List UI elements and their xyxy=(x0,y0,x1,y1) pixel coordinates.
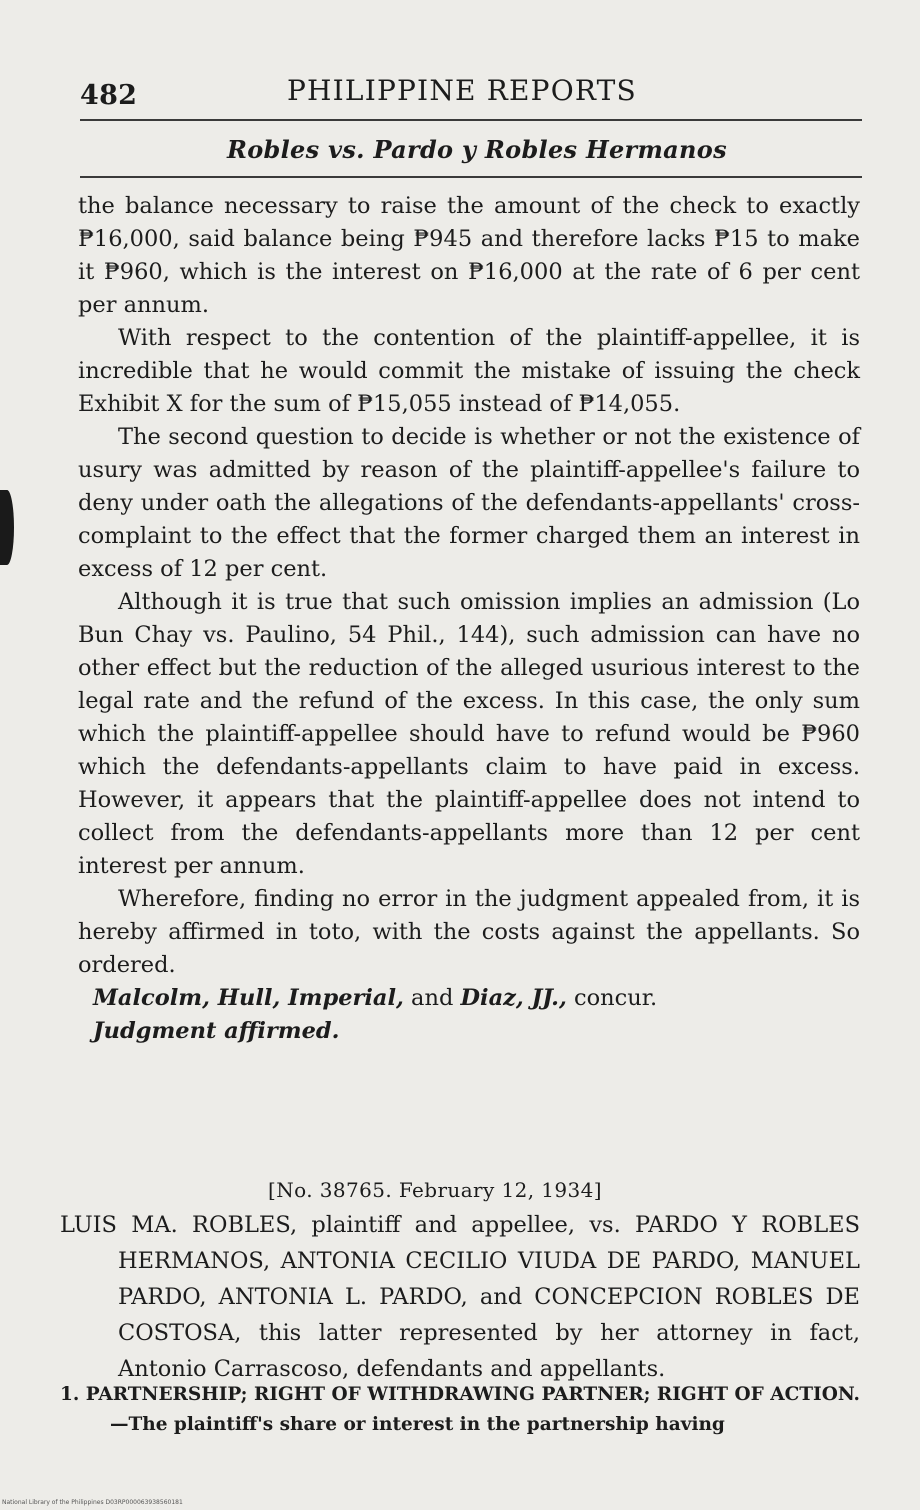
concurring-justices: Malcolm, Hull, Imperial, xyxy=(93,985,404,1011)
paragraph-contention: With respect to the contention of the plaintiff-appellee, it is incredible that he would commit the mistake of issuing the check Exhibit X for the sum of ₱15,055 instead of ₱14,055. xyxy=(78,325,860,417)
concurrence-line xyxy=(78,982,860,1015)
concurring-justice-last: Diaz, JJ., xyxy=(460,985,567,1011)
journal-title: PHILIPPINE REPORTS xyxy=(287,74,637,107)
header-rule-top xyxy=(80,119,862,121)
concurrence-word: concur. xyxy=(566,985,658,1011)
decision-text xyxy=(78,190,860,1048)
paragraph-admission: Although it is true that such omission implies an admission (Lo Bun Chay vs. Paulino, 54 Phil., 144), such admission can have no other effect but the reduction of the alleged usurious interest to the legal rate and the refund of the excess. In this case, the only sum which the plaintiff-appellee should have to refund would be ₱960 which the defendants-appellants claim to have paid in excess. However, it appears that the plaintiff-appellee does not intend to collect from the defendants-appellants more than 12 per cent interest per annum. xyxy=(78,589,860,879)
scan-source-note: National Library of the Philippines D03RP000063938560181 xyxy=(2,1499,183,1506)
docket-number: [No. 38765. February 12, 1934] xyxy=(268,1178,602,1202)
running-head xyxy=(80,72,870,112)
syllabus-item: 1. PARTNERSHIP; RIGHT OF WITHDRAWING PARTNER; RIGHT OF ACTION.—The plaintiff's share or interest in the partnership having xyxy=(60,1384,860,1435)
paragraph-second-question: The second question to decide is whether or not the existence of usury was admitted by reason of the plaintiff-appellee's failure to deny under oath the allegations of the defendants-appellants' cross-complaint to the effect that the former charged them an interest in excess of 12 per cent. xyxy=(78,424,860,582)
case-title: Robles vs. Pardo y Robles Hermanos xyxy=(227,135,727,164)
case-parties xyxy=(60,1207,860,1387)
page-number: 482 xyxy=(80,80,138,111)
syllabus xyxy=(60,1380,860,1440)
judgment-line: Judgment affirmed. xyxy=(93,1018,340,1044)
concurrence-and: and xyxy=(403,985,461,1011)
binding-edge-mark xyxy=(0,490,14,565)
paragraph-wherefore: Wherefore, finding no error in the judgment appealed from, it is hereby affirmed in toto, with the costs against the appellants. So ordered. xyxy=(78,886,860,978)
paragraph-balance: the balance necessary to raise the amount of the check to exactly ₱16,000, said balance being ₱945 and therefore lacks ₱15 to make it ₱960, which is the interest on ₱16,000 at the rate of 6 per cent per annum. xyxy=(78,193,860,318)
header-rule-bottom xyxy=(80,176,862,178)
parties-text: LUIS MA. ROBLES, plaintiff and appellee, vs. PARDO Y ROBLES HERMANOS, ANTONIA CECILIO VIUDA DE PARDO, MANUEL PARDO, ANTONIA L. PARDO, and CONCEPCION ROBLES DE COSTOSA, this latter represented by her attorney in fact, Antonio Carrascoso, defendants and appellants. xyxy=(60,1212,860,1382)
